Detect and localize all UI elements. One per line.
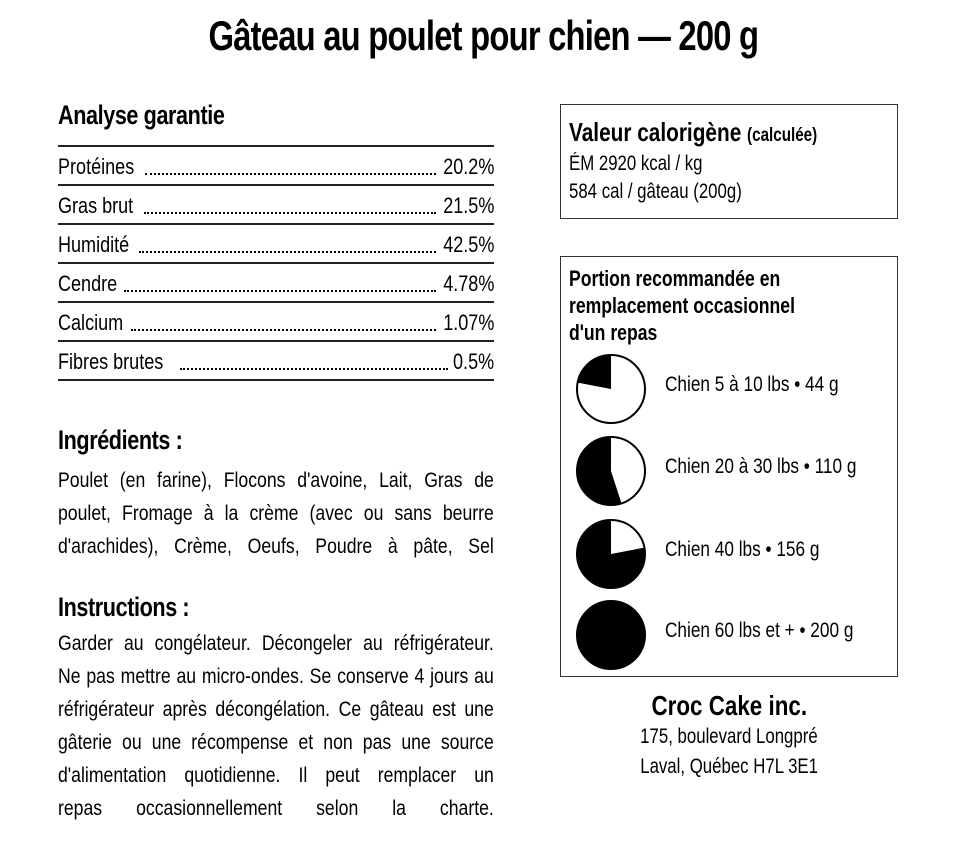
analysis-value: 21.5% — [442, 193, 494, 218]
analysis-label: Calcium — [58, 310, 124, 335]
calorie-heading: Valeur calorigène (calculée) — [569, 117, 818, 147]
text-line: Garder au congélateur. Décongeler au réfrigérateur. — [58, 632, 494, 655]
dot-leader — [131, 329, 435, 331]
analysis-label: Cendre — [58, 271, 118, 296]
instructions-section — [58, 592, 494, 825]
text-line: repas occasionnellement selon la charte. — [58, 797, 494, 820]
portion-pie-icon — [573, 351, 649, 427]
analysis-row — [58, 342, 494, 381]
portion-item — [573, 597, 893, 673]
portion-title: Portion recommandée en remplacement occasionnel d'un repas — [569, 266, 795, 345]
analysis-label: Humidité — [58, 232, 130, 257]
analysis-row — [58, 225, 494, 264]
portion-item — [573, 433, 893, 509]
text-line: gâterie ou une récompense et non pas une source — [58, 731, 494, 754]
analysis-section — [58, 100, 494, 381]
portion-label: Chien 40 lbs • 156 g — [665, 538, 820, 561]
calorie-per-cake: 584 cal / gâteau (200g) — [569, 180, 742, 203]
text-line: d'alimentation quotidienne. Il peut remplacer un — [58, 764, 494, 787]
portion-label: Chien 5 à 10 lbs • 44 g — [665, 373, 839, 396]
dot-leader — [180, 368, 447, 370]
analysis-label: Protéines — [58, 154, 135, 179]
text-line: d'arachides), Crème, Oeufs, Poudre à pâte, Sel — [58, 535, 494, 558]
analysis-value: 20.2% — [442, 154, 494, 179]
analysis-heading: Analyse garantie — [58, 100, 225, 130]
text-line: réfrigérateur après décongélation. Ce gâteau est une — [58, 698, 494, 721]
portion-item — [573, 516, 893, 592]
portion-box — [560, 256, 898, 677]
company-address-line: Laval, Québec H7L 3E1 — [640, 755, 818, 778]
analysis-row — [58, 186, 494, 225]
portion-pie-icon — [573, 597, 649, 673]
portion-label: Chien 20 à 30 lbs • 110 g — [665, 455, 857, 478]
calorie-per-kg: ÉM 2920 kcal / kg — [569, 152, 703, 175]
analysis-value: 1.07% — [442, 310, 494, 335]
dot-leader — [144, 212, 436, 214]
page-title: Gâteau au poulet pour chien — 200 g — [208, 12, 759, 59]
calorie-box — [560, 104, 898, 219]
analysis-row — [58, 303, 494, 342]
analysis-row — [58, 264, 494, 303]
analysis-value: 4.78% — [442, 271, 494, 296]
company-info — [560, 690, 898, 782]
text-line: poulet, Fromage à la crème (avec ou sans beurre — [58, 502, 494, 525]
dot-leader — [124, 290, 435, 292]
dot-leader — [145, 173, 436, 175]
calorie-heading-sub: (calculée) — [747, 125, 818, 146]
text-line: Poulet (en farine), Flocons d'avoine, Lait, Gras de — [58, 469, 494, 492]
analysis-label: Gras brut — [58, 193, 134, 218]
portion-pie-icon — [573, 516, 649, 592]
company-address-line: 175, boulevard Longpré — [640, 725, 818, 748]
analysis-value: 0.5% — [452, 349, 494, 374]
portion-pie-icon — [573, 433, 649, 509]
ingredients-heading: Ingrédients : — [58, 425, 183, 455]
analysis-table — [58, 145, 494, 381]
portion-label: Chien 60 lbs et + • 200 g — [665, 619, 854, 642]
instructions-text — [58, 627, 494, 825]
company-name: Croc Cake inc. — [651, 690, 807, 721]
analysis-value: 42.5% — [442, 232, 494, 257]
analysis-label: Fibres brutes — [58, 349, 164, 374]
instructions-heading: Instructions : — [58, 592, 190, 622]
portion-item — [573, 351, 893, 427]
ingredients-section — [58, 425, 494, 563]
dot-leader — [139, 251, 436, 253]
analysis-row — [58, 147, 494, 186]
text-line: Ne pas mettre au micro-ondes. Se conserve 4 jours au — [58, 665, 494, 688]
ingredients-text — [58, 464, 494, 563]
